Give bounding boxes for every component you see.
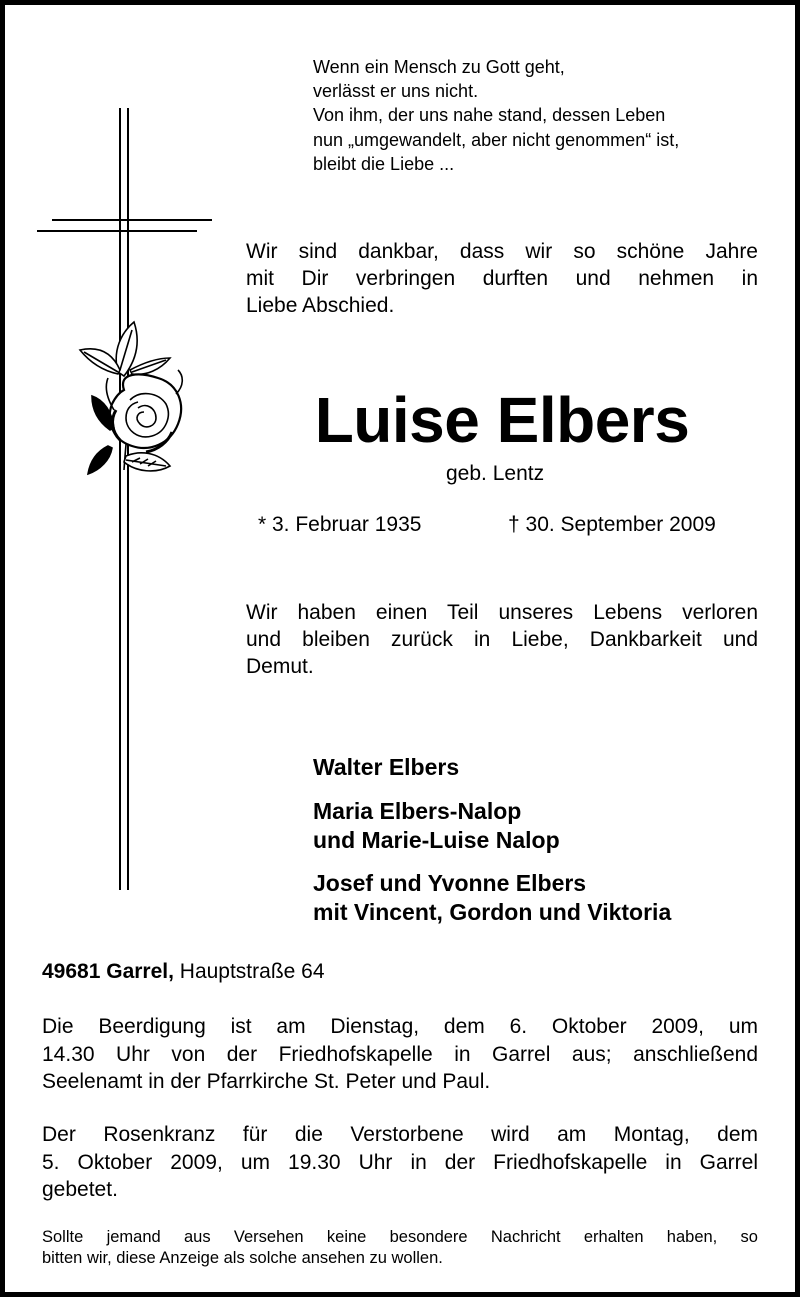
funeral-line: Seelenamt in der Pfarrkirche St. Peter und Paul. <box>42 1070 491 1093</box>
rosary-line: gebetet. <box>42 1178 118 1201</box>
poem-line: nun „umgewandelt, aber nicht genommen“ ist, <box>313 129 680 150</box>
mourner-group <box>313 797 560 855</box>
funeral-line: 14.30 Uhr von der Friedhofskapelle in Garrel aus; anschließend <box>42 1042 758 1066</box>
poem-line: Von ihm, der uns nahe stand, dessen Leben <box>313 105 666 126</box>
mourner-line: und Marie-Luise Nalop <box>313 827 560 853</box>
poem <box>313 55 773 176</box>
mourner-line: mit Vincent, Gordon und Viktoria <box>313 899 672 925</box>
mourner-group <box>313 753 459 782</box>
poem-line: Wenn ein Mensch zu Gott geht, <box>313 57 565 77</box>
cross-icon <box>0 0 240 900</box>
mourner-line: Josef und Yvonne Elbers <box>313 870 587 896</box>
funeral-paragraph <box>42 1013 758 1096</box>
note-line: Sollte jemand aus Versehen keine besondere Nachricht erhalten haben, so <box>42 1228 758 1246</box>
funeral-line: Die Beerdigung ist am Dienstag, dem 6. Oktober 2009, um <box>42 1015 758 1038</box>
loss-line: Demut. <box>246 655 314 678</box>
loss-line: Wir haben einen Teil unseres Lebens verloren <box>246 601 758 624</box>
thanks-line: Wir sind dankbar, dass wir so schöne Jahre <box>246 240 758 263</box>
mourner-line: Maria Elbers-Nalop <box>313 798 522 824</box>
mourner-line: Walter Elbers <box>313 754 460 780</box>
mourner-group <box>313 869 671 927</box>
loss-line: und bleiben zurück in Liebe, Dankbarkeit und <box>246 628 758 651</box>
address-city: 49681 Garrel, <box>42 960 174 983</box>
rosary-line: 5. Oktober 2009, um 19.30 Uhr in der Friedhofskapelle in Garrel <box>42 1150 758 1174</box>
notice-note <box>42 1227 758 1269</box>
address <box>42 960 325 984</box>
poem-line: bleibt die Liebe ... <box>313 153 455 174</box>
note-line: bitten wir, diese Anzeige als solche ansehen zu wollen. <box>42 1249 443 1267</box>
address-street: Hauptstraße 64 <box>173 960 325 983</box>
deceased-name: Luise Elbers <box>314 384 690 456</box>
rosary-paragraph <box>42 1121 758 1204</box>
poem-line: verlässt er uns nicht. <box>313 81 479 102</box>
birth-date: * 3. Februar 1935 <box>258 513 422 536</box>
thanks-paragraph <box>246 238 758 319</box>
thanks-line: Liebe Abschied. <box>246 294 395 317</box>
maiden-name: geb. Lentz <box>446 462 545 485</box>
death-date: † 30. September 2009 <box>508 513 716 536</box>
rose-icon <box>80 322 182 474</box>
rosary-line: Der Rosenkranz für die Verstorbene wird am Montag, dem <box>42 1123 758 1146</box>
loss-paragraph <box>246 599 758 680</box>
thanks-line: mit Dir verbringen durften und nehmen in <box>246 267 758 290</box>
